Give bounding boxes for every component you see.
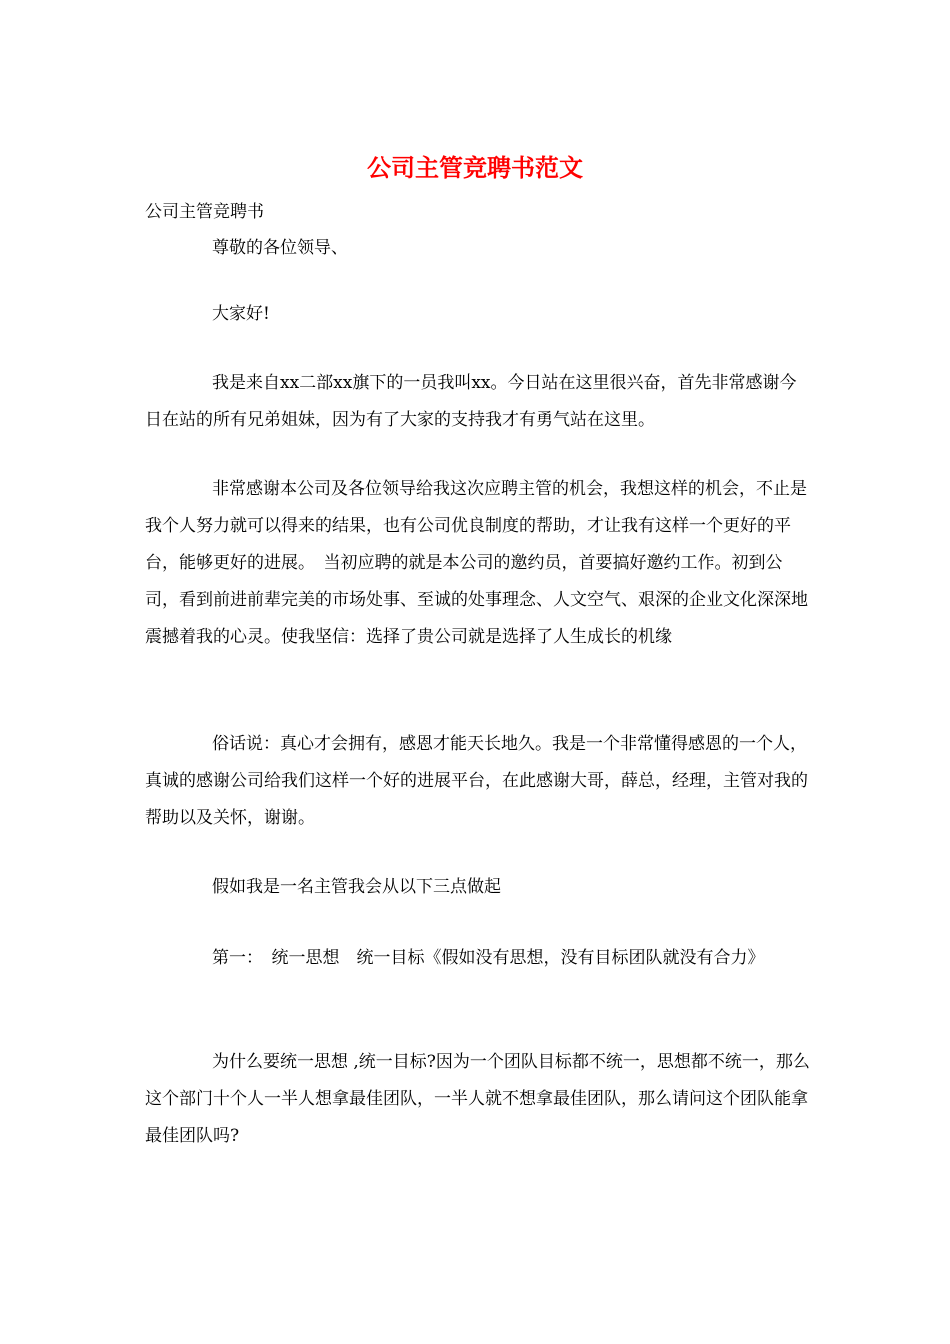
paragraph-hello: 大家好! <box>212 304 270 324</box>
paragraph-thanks: 非常感谢本公司及各位领导给我这次应聘主管的机会，我想这样的机会，不止是我个人努力就可以得来的结果，也有公司优良制度的帮助，才让我有这样一个更好的平台，能够更好的进展。 当初应聘的就是本公司的邀约员，首要搞好邀约工作。初到公司，看到前进前辈完美的市场处事、至诚的处事理念、人文空气、艰深的企业文化深深地震撼着我的心灵。使我坚信：选择了贵公司就是选择了人生成长的机缘 <box>145 479 808 647</box>
paragraph-plan: 假如我是一名主管我会从以下三点做起 <box>212 877 501 897</box>
paragraph-greeting: 尊敬的各位领导、 <box>212 238 348 258</box>
paragraph-why: 为什么要统一思想 ,统一目标?因为一个团队目标都不统一，思想都不统一，那么这个部门十个人一半人想拿最佳团队，一半人就不想拿最佳团队，那么请问这个团队能拿最佳团队吗? <box>145 1052 810 1146</box>
document-subtitle: 公司主管竞聘书 <box>145 202 264 222</box>
paragraph-first-point: 第一： 统一思想 统一目标《假如没有思想，没有目标团队就没有合力》 <box>212 948 765 968</box>
paragraph-intro: 我是来自xx二部xx旗下的一员我叫xx。今日站在这里很兴奋，首先非常感谢今日在站的所有兄弟姐妹，因为有了大家的支持我才有勇气站在这里。 <box>145 373 797 430</box>
document-title: 公司主管竞聘书范文 <box>367 153 583 182</box>
paragraph-gratitude: 俗话说：真心才会拥有，感恩才能天长地久。我是一个非常懂得感恩的一个人，真诚的感谢公司给我们这样一个好的进展平台，在此感谢大哥，薛总，经理，主管对我的帮助以及关怀，谢谢。 <box>145 734 808 828</box>
